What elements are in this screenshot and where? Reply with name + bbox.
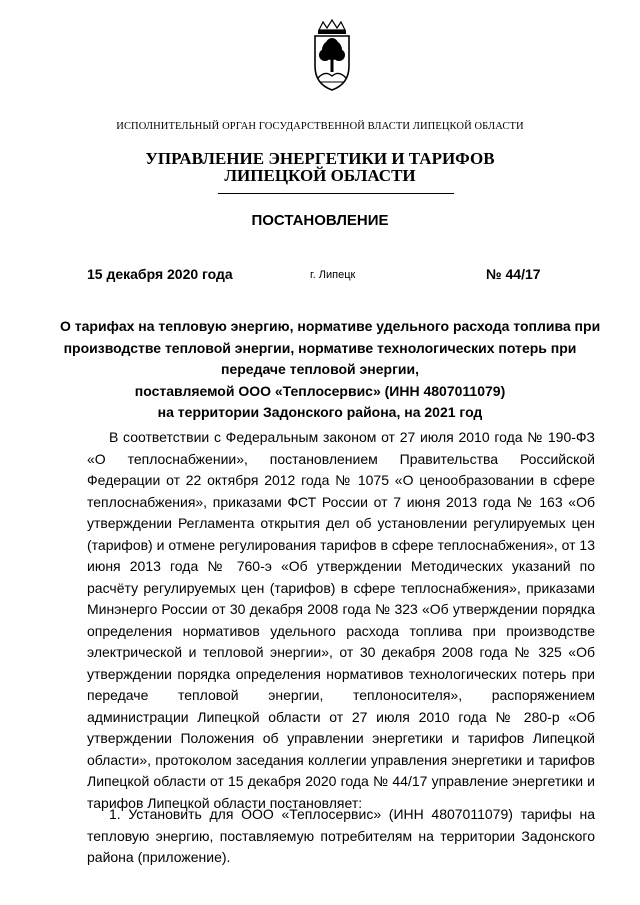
department-name-line2: ЛИПЕЦКОЙ ОБЛАСТИ — [224, 166, 416, 185]
title-line: О тарифах на тепловую энергию, нормативе удельного расхода топлива при — [60, 318, 601, 334]
title-line: производстве тепловой энергии, нормативе технологических потерь при — [63, 339, 577, 356]
header-divider — [218, 193, 454, 194]
title-line: на территории Задонского района, на 2021 год — [157, 404, 483, 420]
document-city: г. Липецк — [310, 269, 356, 281]
preamble-section — [87, 427, 595, 814]
preamble-paragraph: В соответствии с Федеральным законом от 27 июля 2010 года № 190-ФЗ «О теплоснабжении», постановлением Правительства Российской Федерации от 22 октября 2012 года № 1075 «О ценообразовании в сфере теплоснабжения», приказами ФСТ России от 7 июня 2013 года № 163 «Об утверждении Регламента открытия дел об установлении регулируемых цен (тарифов) и отмене регулирования тарифов в сфере теплоснабжения», от 13 июня 2013 года № 760-э «Об утверждении Методических указаний по расчёту регулируемых цен (тарифов) в сфере теплоснабжения», приказами Минэнерго России от 30 декабря 2008 года № 323 «Об утверждении порядка определения нормативов удельного расхода топлива при производстве электрической и тепловой энергии», от 30 декабря 2008 года № 325 «Об утверждении порядка определения нормативов технологических потерь при передаче тепловой энергии, теплоносителя», распоряжением администрации Липецкой области от 27 июля 2010 года № 280-р «Об утверждении Положения об управлении энергетики и тарифов Липецкой области», протоколом заседания коллегии управления энергетики и тарифов Липецкой области от 15 декабря 2020 года № 44/17 управление энергетики и тарифов Липецкой области постановляет: — [87, 429, 595, 811]
document-title — [60, 316, 601, 424]
document-type: ПОСТАНОВЛЕНИЕ — [251, 212, 389, 229]
title-line: поставляемой ООО «Теплосервис» (ИНН 4807011079) — [134, 382, 506, 399]
resolution-item-1 — [87, 804, 595, 869]
issuer-name: ИСПОЛНИТЕЛЬНЫЙ ОРГАН ГОСУДАРСТВЕННОЙ ВЛАСТИ ЛИПЕЦКОЙ ОБЛАСТИ — [116, 121, 524, 132]
document-date: 15 декабря 2020 года — [87, 266, 233, 282]
resolution-item-text: 1. Установить для ООО «Теплосервис» (ИНН 4807011079) тарифы на тепловую энергию, поставляемую потребителям на территории Задонского района (приложение). — [87, 806, 595, 865]
document-number: № 44/17 — [486, 266, 541, 282]
lipetsk-coat-of-arms-icon — [301, 18, 363, 94]
department-name-line1: УПРАВЛЕНИЕ ЭНЕРГЕТИКИ И ТАРИФОВ — [145, 149, 495, 168]
title-line: передаче тепловой энергии, — [221, 361, 419, 377]
